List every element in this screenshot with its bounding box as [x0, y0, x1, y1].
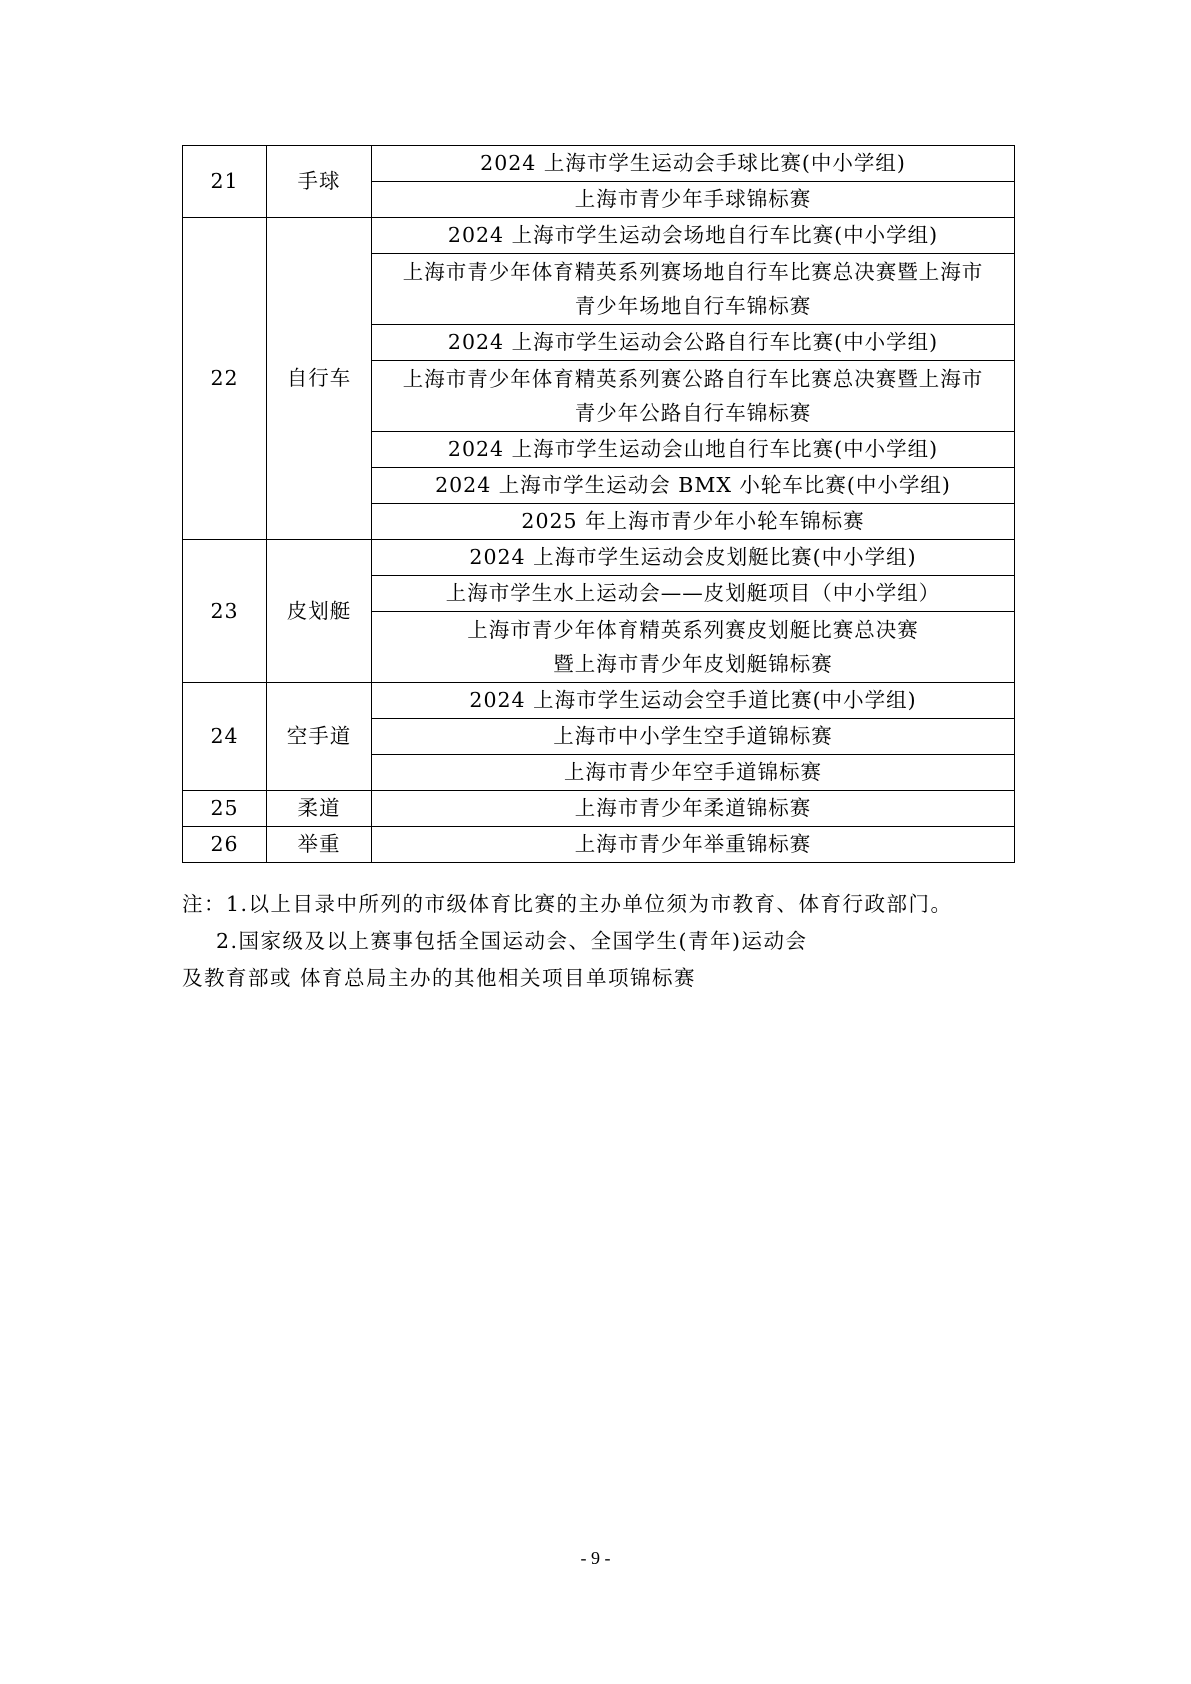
event-name-line: 上海市青少年举重锦标赛: [574, 832, 812, 856]
table-row: [183, 791, 1015, 827]
event-name-line: 2025 年上海市青少年小轮车锦标赛: [521, 509, 865, 533]
note-line-1: 注：1.以上目录中所列的市级体育比赛的主办单位须为市教育、体育行政部门。: [182, 892, 953, 916]
sport-name: 自行车: [267, 218, 372, 540]
row-number: 23: [183, 540, 267, 683]
sport-name: 举重: [267, 827, 372, 863]
event-name: [372, 791, 1015, 827]
row-number: 24: [183, 683, 267, 791]
event-name-line: 青少年场地自行车锦标赛: [574, 294, 812, 318]
event-name-line: 2024 上海市学生运动会 BMX 小轮车比赛(中小学组): [435, 473, 951, 497]
sport-name: 空手道: [267, 683, 372, 791]
event-name-line: 暨上海市青少年皮划艇锦标赛: [553, 652, 833, 676]
event-name: [372, 540, 1015, 576]
table-row: [183, 218, 1015, 254]
event-name-line: 2024 上海市学生运动会皮划艇比赛(中小学组): [469, 545, 917, 569]
events-table-body: [183, 146, 1015, 863]
event-name-line: 上海市青少年手球锦标赛: [574, 187, 812, 211]
event-name-line: 上海市青少年柔道锦标赛: [574, 796, 812, 820]
table-row: [183, 827, 1015, 863]
event-name: [372, 468, 1015, 504]
note-line-2: 2.国家级及以上赛事包括全国运动会、全国学生(青年)运动会: [216, 929, 808, 953]
event-name: [372, 432, 1015, 468]
event-name-line: 青少年公路自行车锦标赛: [574, 401, 812, 425]
event-name: [372, 254, 1015, 325]
event-name: [372, 146, 1015, 182]
event-name-line: 2024 上海市学生运动会场地自行车比赛(中小学组): [447, 223, 939, 247]
event-name-line: 上海市中小学生空手道锦标赛: [553, 724, 833, 748]
event-name-line: 2024 上海市学生运动会山地自行车比赛(中小学组): [447, 437, 939, 461]
event-name-line: 上海市青少年空手道锦标赛: [564, 760, 822, 784]
row-number: 21: [183, 146, 267, 218]
table-row: [183, 146, 1015, 182]
event-name: [372, 182, 1015, 218]
event-name-line: 2024 上海市学生运动会空手道比赛(中小学组): [469, 688, 917, 712]
event-name: [372, 755, 1015, 791]
note-line-3: 及教育部或 体育总局主办的其他相关项目单项锦标赛: [182, 966, 697, 990]
event-name-line: 上海市青少年体育精英系列赛公路自行车比赛总决赛暨上海市: [402, 367, 984, 391]
event-name-line: 2024 上海市学生运动会手球比赛(中小学组): [480, 151, 906, 175]
event-name: [372, 504, 1015, 540]
event-name-line: 上海市学生水上运动会——皮划艇项目（中小学组）: [445, 581, 941, 605]
events-table: [182, 145, 1015, 863]
row-number: 25: [183, 791, 267, 827]
event-name: [372, 827, 1015, 863]
event-name: [372, 719, 1015, 755]
table-row: [183, 683, 1015, 719]
row-number: 26: [183, 827, 267, 863]
sport-name: 柔道: [267, 791, 372, 827]
event-name-line: 上海市青少年体育精英系列赛场地自行车比赛总决赛暨上海市: [402, 260, 984, 284]
row-number: 22: [183, 218, 267, 540]
page-number: - 9 -: [580, 1548, 611, 1568]
event-name-line: 2024 上海市学生运动会公路自行车比赛(中小学组): [447, 330, 939, 354]
document-page: [182, 145, 1015, 863]
event-name: [372, 683, 1015, 719]
event-name: [372, 218, 1015, 254]
table-row: [183, 540, 1015, 576]
event-name: [372, 361, 1015, 432]
event-name-line: 上海市青少年体育精英系列赛皮划艇比赛总决赛: [467, 618, 919, 642]
event-name: [372, 325, 1015, 361]
sport-name: 手球: [267, 146, 372, 218]
event-name: [372, 612, 1015, 683]
event-name: [372, 576, 1015, 612]
sport-name: 皮划艇: [267, 540, 372, 683]
notes-section: [182, 886, 1062, 997]
